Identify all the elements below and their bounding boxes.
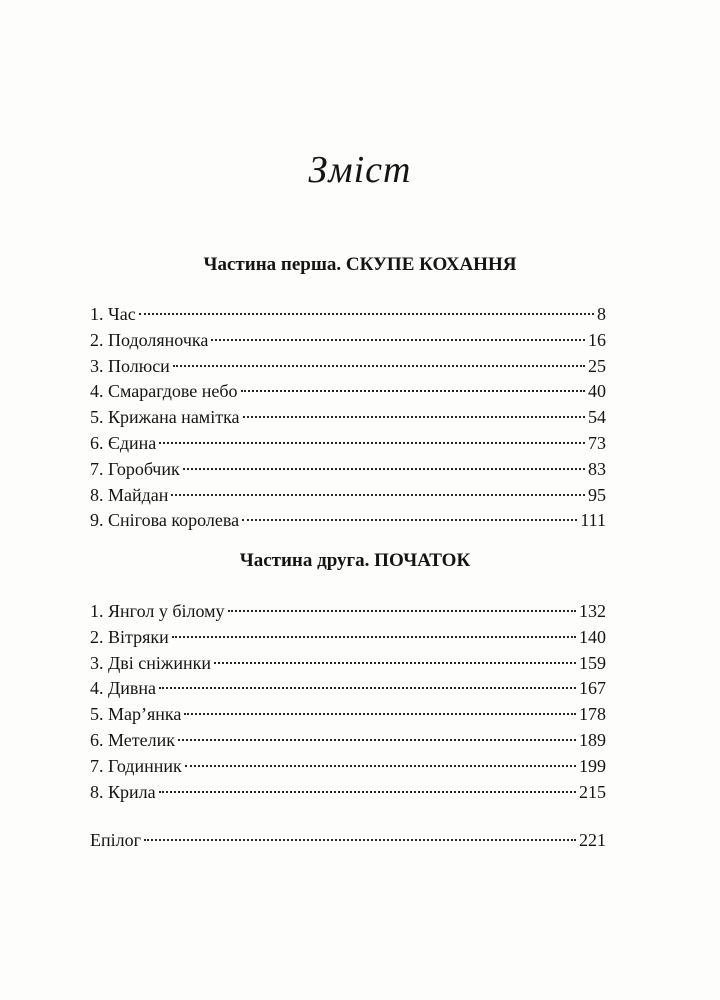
toc-entry: [90, 405, 606, 431]
toc-entry-label: 4. Дивна: [90, 678, 157, 699]
toc-entry-page: 40: [588, 381, 606, 402]
toc-entry-label: 7. Горобчик: [90, 458, 180, 479]
toc-entry-label: 3. Дві сніжинки: [90, 652, 211, 673]
toc-entry-page: 83: [588, 458, 606, 479]
toc-entry: [90, 728, 606, 754]
toc-entry-page: 189: [579, 729, 606, 750]
dot-leader: [228, 610, 576, 612]
toc-entry: [90, 702, 606, 728]
toc-entry-label: 8. Майдан: [90, 484, 169, 505]
dot-leader: [214, 662, 576, 664]
dot-leader: [178, 739, 576, 741]
dot-leader: [144, 839, 576, 841]
toc-entry: [90, 676, 606, 702]
toc-entry: [90, 651, 606, 677]
toc-entry: [90, 302, 606, 328]
dot-leader: [211, 339, 585, 341]
part-one-heading: Частина перша. СКУПЕ КОХАННЯ: [203, 254, 517, 275]
toc-entry-label: 8. Крила: [90, 781, 156, 802]
toc-entry: [90, 625, 606, 651]
toc-entry-page: 95: [588, 484, 606, 505]
toc-entry-page: 199: [579, 755, 606, 776]
toc-entry-label: 2. Подоляночка: [90, 329, 209, 350]
part-two-heading: Частина друга. ПОЧАТОК: [239, 550, 471, 571]
dot-leader: [139, 313, 594, 315]
toc-entry: [90, 754, 606, 780]
toc-entry-label: 1. Час: [90, 304, 136, 324]
toc-entry: [90, 354, 606, 380]
dot-leader: [171, 494, 585, 496]
toc-entry: [90, 431, 606, 457]
toc-entry-label: 2. Вітряки: [90, 626, 169, 647]
toc-entry-page: 16: [588, 329, 606, 350]
toc-entry-label: 5. Мар’янка: [90, 704, 182, 725]
page-title: Зміст: [308, 149, 412, 191]
toc-entry-label: 6. Метелик: [90, 729, 175, 750]
toc-entry-page: 215: [579, 781, 606, 802]
part-two-toc: [90, 599, 606, 805]
dot-leader: [242, 519, 577, 521]
toc-entry-page: 167: [579, 678, 606, 699]
toc-entry-label: 7. Годинник: [90, 755, 182, 776]
toc-entry: [90, 379, 606, 405]
dot-leader: [243, 416, 585, 418]
dot-leader: [159, 687, 576, 689]
toc-entry: [90, 780, 606, 806]
toc-entry-label: 5. Крижана намітка: [90, 407, 240, 428]
dot-leader: [172, 636, 576, 638]
toc-entry: [90, 457, 606, 483]
toc-entry-page: 159: [579, 652, 606, 673]
toc-entry: [90, 508, 606, 534]
dot-leader: [159, 442, 585, 444]
toc-entry-label: 4. Смарагдове небо: [90, 381, 238, 402]
toc-entry-page: 25: [588, 355, 606, 376]
toc-entry-page: 111: [580, 510, 606, 531]
toc-entry-label: Епілог: [90, 830, 141, 850]
toc-entry-page: 132: [579, 601, 606, 621]
toc-entry-page: 178: [579, 704, 606, 725]
toc-entry-page: 221: [579, 830, 606, 850]
toc-entry-page: 140: [579, 626, 606, 647]
toc-entry-page: 8: [597, 304, 606, 324]
toc-entry-epilogue: [90, 828, 606, 854]
dot-leader: [184, 713, 576, 715]
dot-leader: [185, 765, 576, 767]
dot-leader: [241, 390, 585, 392]
toc-entry-label: 6. Єдина: [90, 432, 157, 453]
dot-leader: [173, 365, 585, 367]
toc-entry-page: 73: [588, 432, 606, 453]
toc-entry: [90, 483, 606, 509]
toc-entry-page: 54: [588, 407, 606, 428]
part-one-toc: [90, 302, 606, 534]
toc-entry-label: 3. Полюси: [90, 355, 170, 376]
toc-entry-label: 1. Янгол у білому: [90, 601, 225, 621]
epilogue-toc: [90, 828, 606, 854]
toc-entry-label: 9. Снігова королева: [90, 510, 240, 531]
dot-leader: [159, 791, 576, 793]
toc-entry: [90, 599, 606, 625]
dot-leader: [183, 468, 585, 470]
toc-entry: [90, 328, 606, 354]
